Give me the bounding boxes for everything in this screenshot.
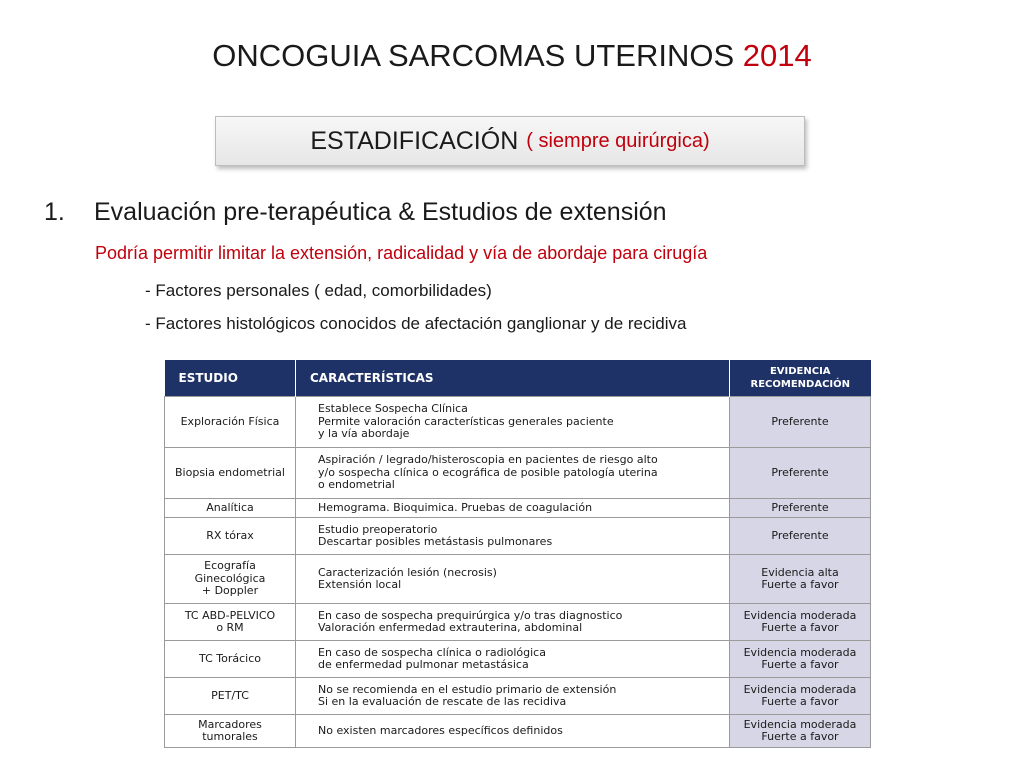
- cell-caracteristicas: [296, 448, 730, 499]
- header-caracteristicas: CARACTERÍSTICAS: [296, 360, 730, 397]
- cell-evidencia: [730, 678, 871, 715]
- cell-evidencia-line: Fuerte a favor: [761, 578, 839, 591]
- title-text: ONCOGUIA SARCOMAS UTERINOS: [212, 38, 735, 73]
- table-row: [165, 518, 871, 555]
- table-row: [165, 448, 871, 499]
- subtitle-main: ESTADIFICACIÓN: [310, 126, 519, 155]
- header-evidencia-line2: RECOMENDACIÓN: [750, 379, 850, 390]
- cell-evidencia: [730, 499, 871, 518]
- cell-evidencia-line: Fuerte a favor: [761, 695, 839, 708]
- cell-caracteristicas-line: En caso de sospecha prequirúrgica y/o tras diagnostico: [318, 608, 623, 622]
- cell-caracteristicas-line: Valoración enfermedad extrauterina, abdominal: [318, 621, 583, 634]
- cell-evidencia-line: Evidencia alta: [761, 565, 839, 579]
- cell-caracteristicas: [296, 518, 730, 555]
- cell-evidencia: [730, 641, 871, 678]
- cell-estudio: [165, 397, 296, 448]
- cell-evidencia-line: Evidencia moderada: [743, 608, 857, 622]
- table-row: [165, 604, 871, 641]
- table-row: [165, 715, 871, 748]
- cell-estudio-line: Ecografía: [204, 559, 256, 573]
- cell-caracteristicas: [296, 499, 730, 518]
- table-header-row: [165, 360, 871, 397]
- cell-evidencia-line: Fuerte a favor: [761, 730, 839, 743]
- cell-estudio-line: Ginecológica: [194, 571, 266, 585]
- cell-estudio: [165, 518, 296, 555]
- numbered-item: [44, 198, 667, 227]
- cell-caracteristicas: [296, 715, 730, 748]
- table-row: [165, 678, 871, 715]
- cell-estudio: [165, 604, 296, 641]
- cell-caracteristicas: [296, 555, 730, 604]
- cell-evidencia-line: Preferente: [771, 414, 829, 428]
- cell-estudio-line: Biopsia endometrial: [175, 465, 285, 479]
- cell-estudio: [165, 499, 296, 518]
- header-evidencia: [730, 360, 871, 397]
- cell-caracteristicas-line: Caracterización lesión (necrosis): [318, 565, 497, 579]
- cell-evidencia: [730, 604, 871, 641]
- cell-evidencia-line: Preferente: [771, 465, 829, 479]
- item-number: 1.: [44, 198, 65, 226]
- cell-caracteristicas: [296, 678, 730, 715]
- cell-estudio-line: Analítica: [206, 500, 254, 514]
- cell-caracteristicas-line: Si en la evaluación de rescate de las recidiva: [318, 695, 567, 708]
- cell-estudio-line: Exploración Física: [180, 414, 280, 428]
- cell-estudio-line: TC ABD-PELVICO: [184, 608, 276, 622]
- table-row: [165, 555, 871, 604]
- cell-evidencia-line: Preferente: [771, 500, 829, 514]
- cell-estudio-line: + Doppler: [201, 584, 259, 598]
- cell-evidencia-line: Evidencia moderada: [743, 645, 857, 659]
- cell-caracteristicas: [296, 397, 730, 448]
- cell-evidencia: [730, 555, 871, 604]
- cell-estudio: [165, 641, 296, 678]
- cell-evidencia: [730, 448, 871, 499]
- cell-estudio-line: TC Torácico: [199, 651, 261, 665]
- cell-evidencia: [730, 518, 871, 555]
- cell-evidencia-line: Fuerte a favor: [761, 658, 839, 671]
- header-evidencia-line1: EVIDENCIA: [769, 366, 831, 377]
- cell-estudio-line: RX tórax: [206, 528, 254, 542]
- cell-caracteristicas-line: y/o sospecha clínica o ecográfica de posible patología uterina: [318, 465, 658, 479]
- cell-caracteristicas-line: No existen marcadores específicos definidos: [318, 723, 563, 737]
- cell-caracteristicas-line: Establece Sospecha Clínica: [318, 402, 468, 416]
- cell-evidencia: [730, 715, 871, 748]
- cell-estudio-line: PET/TC: [211, 688, 249, 702]
- page-title: [0, 38, 1024, 74]
- cell-caracteristicas-line: Descartar posibles metástasis pulmonares: [318, 535, 553, 548]
- cell-caracteristicas-line: No se recomienda en el estudio primario de extensión: [318, 682, 617, 696]
- header-estudio: ESTUDIO: [165, 360, 296, 397]
- cell-estudio: [165, 678, 296, 715]
- subtitle-note: ( siempre quirúrgica): [526, 129, 710, 152]
- staging-table: [164, 360, 871, 748]
- cell-estudio-line: o RM: [216, 621, 244, 634]
- highlight-note: Podría permitir limitar la extensión, radicalidad y vía de abordaje para cirugía: [95, 243, 708, 263]
- cell-estudio: [165, 555, 296, 604]
- cell-evidencia-line: Evidencia moderada: [743, 717, 857, 731]
- table-row: [165, 641, 871, 678]
- bullet-histologic-factors: - Factores histológicos conocidos de afectación ganglionar y de recidiva: [145, 314, 687, 333]
- cell-caracteristicas-line: de enfermedad pulmonar metastásica: [318, 658, 529, 671]
- cell-caracteristicas: [296, 604, 730, 641]
- cell-caracteristicas: [296, 641, 730, 678]
- cell-caracteristicas-line: y la vía abordaje: [318, 427, 410, 441]
- cell-caracteristicas-line: En caso de sospecha clínica o radiológica: [318, 645, 546, 659]
- item-text: Evaluación pre-terapéutica & Estudios de extensión: [94, 198, 667, 226]
- cell-estudio: [165, 715, 296, 748]
- subtitle-box: [215, 116, 805, 166]
- cell-evidencia-line: Preferente: [771, 528, 829, 542]
- cell-evidencia-line: Fuerte a favor: [761, 621, 839, 634]
- cell-estudio-line: tumorales: [202, 730, 258, 743]
- table-row: [165, 499, 871, 518]
- cell-caracteristicas-line: Aspiración / legrado/histeroscopia en pacientes de riesgo alto: [318, 453, 658, 467]
- cell-estudio: [165, 448, 296, 499]
- cell-caracteristicas-line: Estudio preoperatorio: [318, 522, 438, 536]
- table-row: [165, 397, 871, 448]
- cell-estudio-line: Marcadores: [198, 717, 262, 731]
- bullet-personal-factors: - Factores personales ( edad, comorbilidades): [145, 281, 492, 300]
- title-year: 2014: [742, 38, 812, 73]
- cell-caracteristicas-line: Hemograma. Bioquimica. Pruebas de coagulación: [318, 500, 593, 514]
- cell-caracteristicas-line: o endometrial: [318, 478, 395, 492]
- cell-evidencia-line: Evidencia moderada: [743, 682, 857, 696]
- cell-evidencia: [730, 397, 871, 448]
- cell-caracteristicas-line: Extensión local: [318, 578, 402, 591]
- cell-caracteristicas-line: Permite valoración características generales paciente: [318, 414, 614, 428]
